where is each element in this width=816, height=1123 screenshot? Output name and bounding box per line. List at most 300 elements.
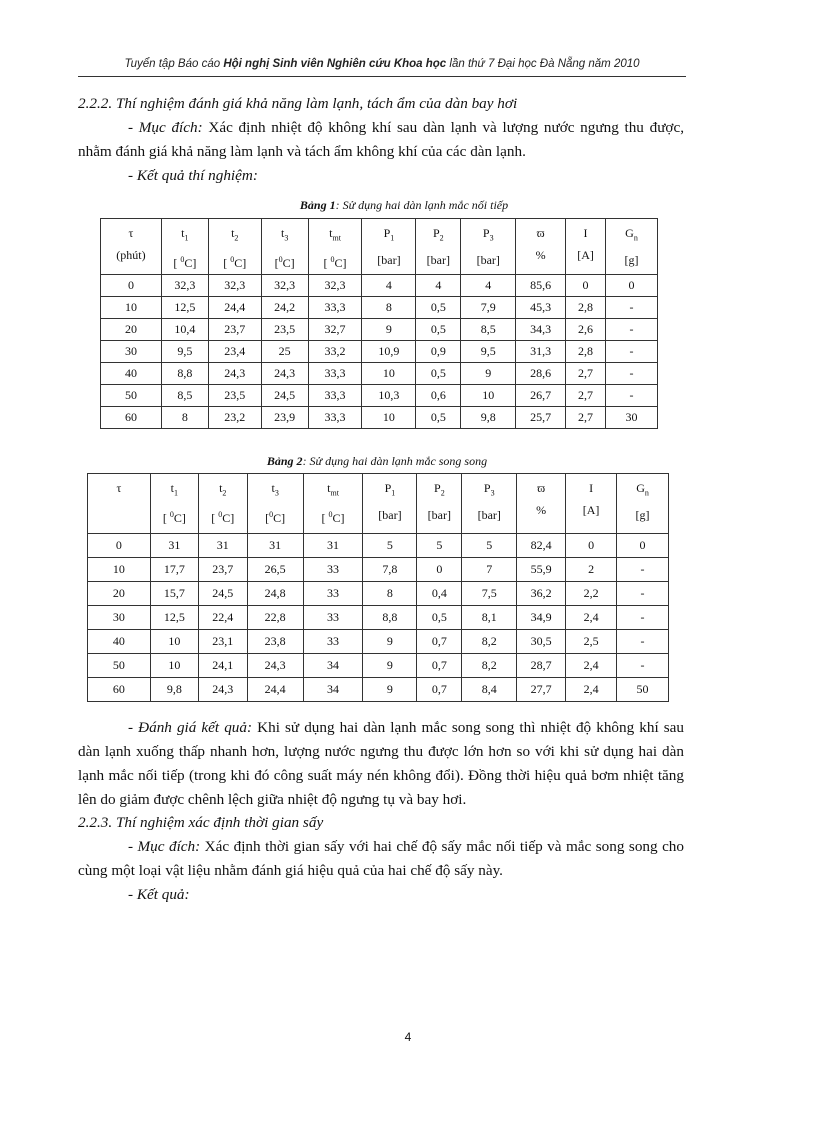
- column-symbol-text: t: [231, 226, 235, 240]
- column-unit: [461, 249, 515, 271]
- section-heading-223: 2.2.3. Thí nghiệm xác định thời gian sấy: [78, 814, 324, 831]
- table-cell: 23,1: [198, 630, 247, 654]
- column-symbol-text: t: [271, 481, 275, 495]
- table-cell: 10: [461, 385, 516, 407]
- column-unit: [262, 249, 308, 274]
- unit-text: [A]: [582, 503, 600, 517]
- column-unit: [209, 249, 261, 274]
- table-cell: 5: [462, 534, 517, 558]
- table-cell: 9,8: [150, 678, 198, 702]
- table-cell: 85,6: [516, 275, 566, 297]
- table-cell: 9,5: [161, 341, 208, 363]
- column-symbol-subscript: 3: [490, 488, 495, 498]
- column-symbol-text: t: [327, 481, 331, 495]
- unit-superscript: 0: [330, 255, 335, 265]
- table-cell: 9: [461, 363, 516, 385]
- column-symbol-subscript: 1: [173, 488, 178, 498]
- table-cell: 0,5: [416, 319, 461, 341]
- column-symbol: [88, 477, 150, 499]
- column-unit: [304, 504, 363, 529]
- column-symbol-subscript: 2: [234, 233, 239, 243]
- table-cell: 20: [88, 582, 151, 606]
- table-cell: 32,3: [161, 275, 208, 297]
- table-cell: 26,5: [247, 558, 303, 582]
- table1-caption-text: : Sử dụng hai dàn lạnh mắc nối tiếp: [335, 198, 509, 212]
- table-cell: 8,2: [462, 630, 517, 654]
- table-cell: 60: [101, 407, 162, 429]
- table-cell: 8,8: [161, 363, 208, 385]
- table-cell: 0,7: [417, 654, 462, 678]
- table-cell: -: [606, 385, 658, 407]
- purpose-label-223: - Mục đích:: [128, 838, 201, 855]
- unit-text: %: [536, 503, 547, 517]
- column-header: [462, 474, 517, 534]
- results-label-text: - Kết quả thí nghiệm:: [128, 167, 258, 184]
- column-symbol: [362, 222, 415, 249]
- table-cell: 31,3: [516, 341, 566, 363]
- purpose-paragraph-223: [78, 835, 684, 883]
- table-cell: 17,7: [150, 558, 198, 582]
- column-symbol-text: τ: [116, 481, 122, 495]
- column-symbol-text: τ: [128, 226, 134, 240]
- column-unit: [566, 499, 616, 521]
- table-cell: 0,6: [416, 385, 461, 407]
- column-header: [208, 219, 261, 275]
- table2-caption: [87, 454, 667, 469]
- table-cell: 8: [362, 297, 416, 319]
- table-row: [101, 363, 658, 385]
- table-cell: 24,3: [247, 654, 303, 678]
- table-row: [88, 630, 669, 654]
- unit-text: %: [535, 248, 546, 262]
- table-cell: 33,3: [308, 363, 362, 385]
- column-symbol-subscript: 3: [284, 233, 289, 243]
- column-header: [161, 219, 208, 275]
- table-header-row: [88, 474, 669, 534]
- unit-text: [bar]: [427, 508, 451, 523]
- table-row: [101, 319, 658, 341]
- column-symbol: [304, 477, 363, 504]
- unit-superscript: 0: [218, 510, 223, 520]
- table-cell: 31: [303, 534, 363, 558]
- table-cell: 10,4: [161, 319, 208, 341]
- table-cell: 8,1: [462, 606, 517, 630]
- unit-suffix: C]: [184, 256, 197, 271]
- column-symbol-subscript: 1: [390, 233, 395, 243]
- table-cell: 10: [88, 558, 151, 582]
- table-cell: 7: [462, 558, 517, 582]
- table-cell: 32,3: [308, 275, 362, 297]
- table-cell: 9: [363, 678, 417, 702]
- table-cell: 2,2: [566, 582, 617, 606]
- table-cell: 82,4: [517, 534, 566, 558]
- table-cell: 8,5: [461, 319, 516, 341]
- column-header: [261, 219, 308, 275]
- table-cell: 60: [88, 678, 151, 702]
- table1-caption: [100, 198, 708, 213]
- table-row: [101, 341, 658, 363]
- column-header: [308, 219, 362, 275]
- unit-prefix: [: [211, 511, 219, 526]
- table-cell: 0,7: [417, 630, 462, 654]
- unit-text: [A]: [577, 248, 594, 262]
- column-header: [101, 219, 162, 275]
- table-cell: 2,8: [566, 341, 606, 363]
- table-cell: 10: [362, 363, 416, 385]
- table-cell: 10: [101, 297, 162, 319]
- table1-caption-bold: Bảng 1: [299, 198, 336, 212]
- table-row: [101, 385, 658, 407]
- table-cell: 9,5: [461, 341, 516, 363]
- column-symbol-subscript: mt: [332, 233, 341, 243]
- column-symbol-subscript: 2: [440, 488, 445, 498]
- unit-prefix: [: [223, 256, 231, 271]
- table-cell: 7,9: [461, 297, 516, 319]
- table-cell: 24,4: [247, 678, 303, 702]
- unit-text: (phút): [116, 248, 146, 262]
- table-cell: 2,4: [566, 606, 617, 630]
- column-symbol-subscript: 3: [274, 488, 279, 498]
- column-symbol: [566, 222, 605, 244]
- unit-suffix: C]: [334, 256, 347, 271]
- table-cell: 0,5: [416, 363, 461, 385]
- table-cell: 34: [303, 678, 363, 702]
- column-header: [416, 219, 461, 275]
- unit-suffix: C]: [273, 511, 286, 526]
- table-cell: 22,4: [198, 606, 247, 630]
- table-cell: 10: [150, 654, 198, 678]
- table-cell: 33: [303, 582, 363, 606]
- table-cell: -: [606, 297, 658, 319]
- table-row: [88, 534, 669, 558]
- table-cell: 10,3: [362, 385, 416, 407]
- evaluation-label: - Đánh giá kết quả:: [128, 719, 253, 736]
- table-cell: 8,4: [462, 678, 517, 702]
- column-symbol-text: t: [329, 226, 333, 240]
- table-cell: 23,8: [247, 630, 303, 654]
- table-cell: 32,3: [208, 275, 261, 297]
- column-unit: [151, 504, 198, 529]
- column-unit: [606, 249, 657, 271]
- column-symbol-text: P: [483, 481, 491, 495]
- table-cell: 20: [101, 319, 162, 341]
- table-cell: 40: [88, 630, 151, 654]
- unit-superscript: 0: [269, 510, 274, 520]
- column-symbol-text: t: [219, 481, 223, 495]
- table2-caption-bold: Bảng 2: [266, 454, 303, 468]
- purpose-text: Xác định nhiệt độ không khí sau dàn lạnh và lượng nước ngưng thu được, nhằm đánh giá khả năng làm lạnh và tách ẩm không khí của các dàn lạnh.: [78, 119, 685, 160]
- column-symbol: [566, 477, 616, 499]
- unit-text: [bar]: [378, 508, 402, 523]
- table-cell: 0,5: [416, 297, 461, 319]
- column-symbol-text: G: [636, 481, 645, 495]
- table-cell: 2,4: [566, 654, 617, 678]
- column-unit: [516, 244, 565, 266]
- table-row: [88, 678, 669, 702]
- column-symbol: [151, 477, 198, 504]
- column-symbol-subscript: n: [633, 233, 638, 243]
- table-cell: 9: [363, 630, 417, 654]
- table-cell: 24,3: [198, 678, 247, 702]
- column-symbol-text: t: [170, 481, 174, 495]
- table-cell: 4: [362, 275, 416, 297]
- table2: [87, 473, 669, 702]
- table-cell: 2,7: [566, 407, 606, 429]
- table-cell: 34,3: [516, 319, 566, 341]
- table-cell: 4: [461, 275, 516, 297]
- unit-superscript: 0: [278, 255, 283, 265]
- table-cell: 30: [88, 606, 151, 630]
- table-cell: -: [606, 363, 658, 385]
- table-cell: 2: [566, 558, 617, 582]
- table-cell: 7,8: [363, 558, 417, 582]
- column-unit: [362, 249, 415, 271]
- table-cell: 7,5: [462, 582, 517, 606]
- table-cell: 2,5: [566, 630, 617, 654]
- table-cell: 0: [617, 534, 669, 558]
- header-suffix: lần thứ 7 Đại học Đà Nẵng năm 2010: [446, 58, 640, 70]
- table-cell: -: [606, 319, 658, 341]
- column-unit: [162, 249, 208, 274]
- unit-text: [bar]: [377, 253, 401, 268]
- unit-prefix: [: [321, 511, 329, 526]
- table-cell: 30,5: [517, 630, 566, 654]
- unit-text: [g]: [635, 508, 650, 523]
- column-symbol: [199, 477, 247, 504]
- unit-superscript: 0: [328, 510, 333, 520]
- column-header: [617, 474, 669, 534]
- unit-suffix: C]: [173, 511, 186, 526]
- column-header: [516, 219, 566, 275]
- table-cell: 8,5: [161, 385, 208, 407]
- column-symbol-subscript: mt: [330, 488, 339, 498]
- unit-prefix: [: [323, 256, 331, 271]
- unit-superscript: 0: [230, 255, 235, 265]
- column-symbol-text: P: [482, 226, 490, 240]
- table-cell: 0: [88, 534, 151, 558]
- column-unit: [517, 499, 565, 521]
- table-cell: 12,5: [150, 606, 198, 630]
- column-header: [198, 474, 247, 534]
- column-symbol: [309, 222, 362, 249]
- column-unit: [101, 244, 161, 266]
- column-symbol: [517, 477, 565, 499]
- table-cell: 8: [363, 582, 417, 606]
- column-symbol-text: G: [625, 226, 634, 240]
- table-cell: 26,7: [516, 385, 566, 407]
- table2-caption-text: : Sử dụng hai dàn lạnh mắc song song: [302, 454, 488, 468]
- column-symbol-subscript: 2: [222, 488, 227, 498]
- table-cell: 0: [606, 275, 658, 297]
- column-header: [88, 474, 151, 534]
- column-unit: [417, 504, 461, 526]
- table-cell: 23,7: [208, 319, 261, 341]
- table-cell: 33,3: [308, 297, 362, 319]
- table-cell: 24,8: [247, 582, 303, 606]
- table-cell: 9,8: [461, 407, 516, 429]
- table-cell: 10: [362, 407, 416, 429]
- table-cell: 12,5: [161, 297, 208, 319]
- unit-suffix: C]: [282, 256, 295, 271]
- table-cell: 0: [566, 275, 606, 297]
- table-cell: 5: [417, 534, 462, 558]
- table-cell: 2,4: [566, 678, 617, 702]
- results-label-222: [78, 164, 684, 188]
- table-cell: 10: [150, 630, 198, 654]
- column-header: [566, 474, 617, 534]
- table-cell: 28,7: [517, 654, 566, 678]
- unit-text: [bar]: [426, 253, 450, 268]
- column-header: [303, 474, 363, 534]
- table-cell: 33,3: [308, 385, 362, 407]
- table-cell: 23,4: [208, 341, 261, 363]
- column-unit: [566, 244, 605, 266]
- unit-suffix: C]: [234, 256, 247, 271]
- unit-prefix: [: [274, 256, 279, 271]
- table-cell: 0,5: [417, 606, 462, 630]
- table-cell: 9: [363, 654, 417, 678]
- table-cell: 5: [363, 534, 417, 558]
- column-symbol: [417, 477, 461, 504]
- table-cell: 55,9: [517, 558, 566, 582]
- table-cell: 8,2: [462, 654, 517, 678]
- table-cell: 2,7: [566, 363, 606, 385]
- column-symbol: [248, 477, 303, 504]
- column-header: [566, 219, 606, 275]
- unit-text: [bar]: [477, 508, 501, 523]
- header-rule: [78, 76, 686, 77]
- column-symbol: [416, 222, 460, 249]
- column-header: [150, 474, 198, 534]
- table-cell: -: [617, 558, 669, 582]
- column-symbol-text: I: [583, 226, 588, 240]
- evaluation-paragraph: [78, 716, 684, 812]
- column-symbol: [262, 222, 308, 249]
- column-symbol-text: I: [589, 481, 594, 495]
- table-cell: 23,9: [261, 407, 308, 429]
- table-cell: 9: [362, 319, 416, 341]
- column-symbol-text: P: [384, 481, 392, 495]
- column-symbol-subscript: 3: [489, 233, 494, 243]
- table-cell: 31: [198, 534, 247, 558]
- running-header: [78, 58, 686, 70]
- column-symbol: [516, 222, 565, 244]
- table-cell: 30: [101, 341, 162, 363]
- table-cell: 0,5: [416, 407, 461, 429]
- table-row: [88, 582, 669, 606]
- table-cell: 23,5: [261, 319, 308, 341]
- table-row: [88, 558, 669, 582]
- table-cell: 0: [417, 558, 462, 582]
- table-cell: 45,3: [516, 297, 566, 319]
- results-label-223-text: - Kết quả:: [128, 886, 190, 903]
- table-cell: 8,8: [363, 606, 417, 630]
- table-cell: 33: [303, 630, 363, 654]
- unit-superscript: 0: [169, 510, 174, 520]
- column-header: [362, 219, 416, 275]
- table-cell: 0: [566, 534, 617, 558]
- table-cell: 24,1: [198, 654, 247, 678]
- table-cell: 2,8: [566, 297, 606, 319]
- table-cell: 2,6: [566, 319, 606, 341]
- table-cell: 24,2: [261, 297, 308, 319]
- table-cell: 0: [101, 275, 162, 297]
- column-symbol-text: P: [383, 226, 391, 240]
- table-cell: 33: [303, 606, 363, 630]
- table-cell: 33,3: [308, 407, 362, 429]
- column-header: [461, 219, 516, 275]
- table-cell: -: [606, 341, 658, 363]
- unit-prefix: [: [162, 511, 170, 526]
- table-cell: 50: [101, 385, 162, 407]
- table-cell: 2,7: [566, 385, 606, 407]
- table-cell: 8: [161, 407, 208, 429]
- unit-prefix: [: [265, 511, 270, 526]
- table-cell: 33: [303, 558, 363, 582]
- column-header: [417, 474, 462, 534]
- table-cell: 40: [101, 363, 162, 385]
- column-symbol-text: t: [280, 226, 285, 240]
- evaluation-text: Khi sử dụng hai dàn lạnh mắc song song thì nhiệt độ không khí sau dàn lạnh xuống thấp nhanh hơn, lượng nước ngưng thu được lớn hơn so với khi sử dụng hai dàn lạnh mắc nối tiếp (trong khi đó công suất máy nén không đổi). Đồng thời hiệu quả bơm nhiệt tăng lên do giảm được chênh lệch giữa nhiệt độ ngưng tụ và bay hơi.: [78, 719, 684, 808]
- table-cell: 36,2: [517, 582, 566, 606]
- table1: [100, 218, 658, 429]
- table-cell: 25,7: [516, 407, 566, 429]
- table-cell: 32,3: [261, 275, 308, 297]
- table-cell: 30: [606, 407, 658, 429]
- column-symbol: [617, 477, 668, 504]
- column-header: [517, 474, 566, 534]
- results-label-223: [78, 883, 684, 907]
- header-prefix: Tuyển tập Báo cáo: [124, 58, 224, 70]
- column-symbol-subscript: 2: [439, 233, 444, 243]
- unit-suffix: C]: [222, 511, 235, 526]
- table-cell: -: [617, 630, 669, 654]
- purpose-label: - Mục đích:: [128, 119, 203, 136]
- column-header: [363, 474, 417, 534]
- purpose-text-223: Xác định thời gian sấy với hai chế độ sấy mắc nối tiếp và mắc song song cho cùng một loại vật liệu nhằm đánh giá hiệu quả của hai chế độ sấy này.: [78, 838, 684, 879]
- table-cell: 32,7: [308, 319, 362, 341]
- table-cell: 15,7: [150, 582, 198, 606]
- column-symbol: [209, 222, 261, 249]
- table-cell: 4: [416, 275, 461, 297]
- column-symbol-text: P: [434, 481, 441, 495]
- column-unit: [363, 504, 416, 526]
- table-cell: 24,4: [208, 297, 261, 319]
- page-number: 4: [404, 1030, 412, 1044]
- column-header: [247, 474, 303, 534]
- column-symbol-text: ϖ: [537, 481, 546, 495]
- column-symbol: [101, 222, 161, 244]
- table-row: [88, 606, 669, 630]
- table-header-row: [101, 219, 658, 275]
- table-cell: 25: [261, 341, 308, 363]
- table-cell: 50: [88, 654, 151, 678]
- table-cell: 31: [247, 534, 303, 558]
- table-cell: -: [617, 582, 669, 606]
- table-cell: 23,5: [208, 385, 261, 407]
- table-cell: 34,9: [517, 606, 566, 630]
- column-unit: [309, 249, 362, 274]
- column-symbol-text: ϖ: [536, 226, 545, 240]
- unit-suffix: C]: [332, 511, 345, 526]
- table-row: [88, 654, 669, 678]
- table-cell: 0,7: [417, 678, 462, 702]
- table-cell: 10,9: [362, 341, 416, 363]
- column-symbol-subscript: 1: [391, 488, 396, 498]
- table-cell: -: [617, 606, 669, 630]
- column-symbol-text: t: [181, 226, 185, 240]
- column-symbol: [461, 222, 515, 249]
